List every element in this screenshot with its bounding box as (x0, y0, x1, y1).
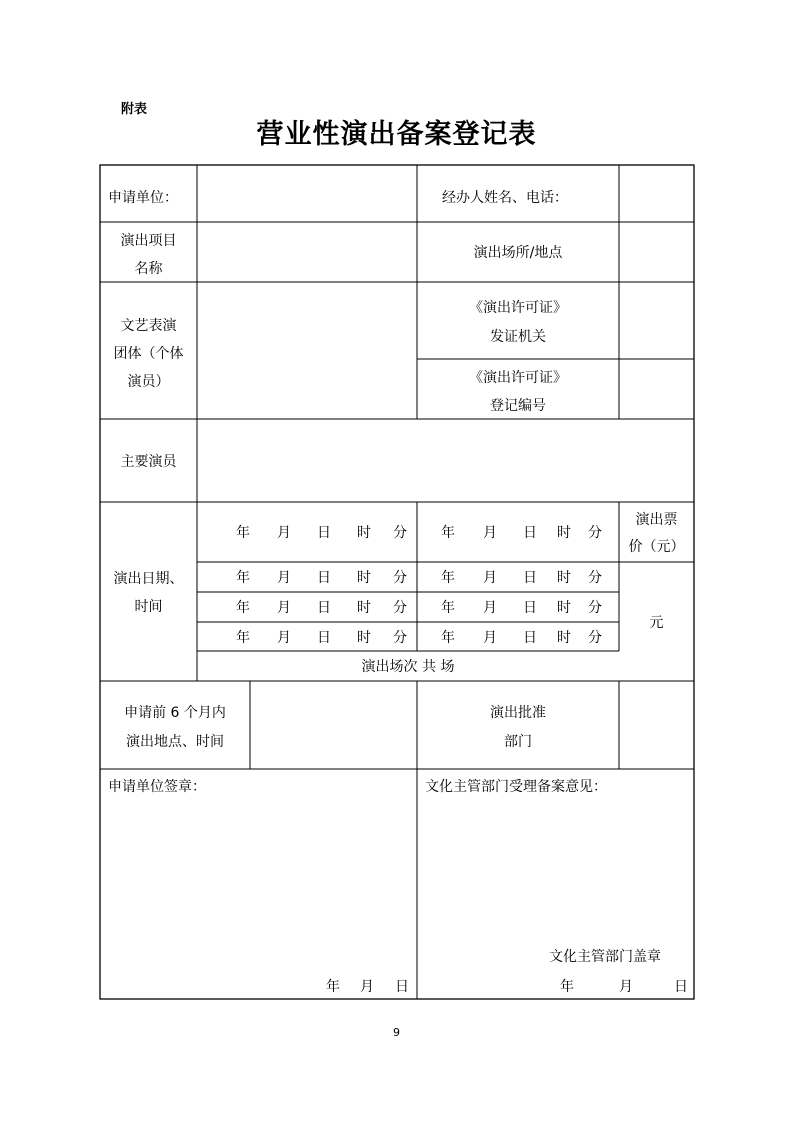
unit-sign-year: 年 (326, 979, 340, 995)
date-unit-start: 时 (357, 630, 371, 646)
unit-seal-label: 申请单位签章： (108, 779, 206, 795)
date-unit-end: 年 (441, 630, 455, 646)
handler-name-phone-label: 经办人姓名、电话： (442, 190, 568, 206)
date-unit-start: 分 (393, 570, 407, 586)
license-reg-label-line2: 登记编号 (490, 398, 546, 414)
date-unit-end: 分 (588, 600, 602, 616)
form-title: 营业性演出备案登记表 (256, 119, 537, 150)
date-unit-end: 月 (483, 630, 497, 646)
date-unit-end: 时 (557, 630, 571, 646)
sessions-label: 演出场次 共 场 (361, 659, 455, 675)
date-unit-end: 分 (588, 525, 602, 541)
date-unit-start: 年 (236, 630, 250, 646)
date-unit-end: 年 (441, 570, 455, 586)
license-issuer-label-line1: 《演出许可证》 (469, 300, 567, 316)
date-unit-end: 月 (483, 525, 497, 541)
date-unit-start: 年 (236, 600, 250, 616)
date-unit-end: 分 (588, 630, 602, 646)
date-unit-end: 月 (483, 570, 497, 586)
license-issuer-label-line2: 发证机关 (490, 329, 546, 345)
unit-sign-day: 日 (395, 979, 409, 995)
date-unit-end: 时 (557, 570, 571, 586)
prior-label-line1: 申请前 6 个月内 (124, 705, 226, 721)
date-unit-start: 月 (277, 525, 291, 541)
date-unit-start: 月 (277, 630, 291, 646)
dept-sign-day: 日 (674, 979, 688, 995)
main-performers-label: 主要演员 (120, 454, 177, 470)
date-unit-end: 日 (523, 630, 537, 646)
date-unit-end: 月 (483, 600, 497, 616)
troupe-label-line3: 演员） (127, 374, 170, 390)
date-unit-end: 日 (523, 600, 537, 616)
date-unit-end: 时 (557, 600, 571, 616)
show-name-label-line1: 演出项目 (120, 233, 177, 249)
page-number: 9 (393, 1026, 400, 1039)
approval-label-line1: 演出批准 (490, 705, 546, 721)
date-unit-start: 年 (236, 570, 250, 586)
venue-label: 演出场所/地点 (473, 245, 563, 261)
show-name-label-line2: 名称 (134, 261, 163, 277)
applicant-unit-label: 申请单位： (108, 190, 178, 206)
date-unit-start: 月 (277, 600, 291, 616)
date-unit-end: 年 (441, 600, 455, 616)
date-unit-start: 日 (317, 570, 331, 586)
date-time-label-line2: 时间 (134, 599, 163, 615)
ticket-price-label-line1: 演出票 (635, 512, 678, 528)
yuan-label: 元 (649, 615, 664, 631)
date-unit-end: 日 (523, 525, 537, 541)
dept-sign-year: 年 (560, 979, 574, 995)
date-unit-end: 日 (523, 570, 537, 586)
date-unit-start: 时 (357, 570, 371, 586)
prior-label-line2: 演出地点、时间 (126, 734, 224, 750)
dept-sign-month: 月 (619, 979, 633, 995)
attachment-label: 附表 (121, 102, 148, 117)
approval-label-line2: 部门 (504, 734, 532, 750)
date-unit-end: 年 (441, 525, 455, 541)
date-unit-start: 日 (317, 630, 331, 646)
date-unit-start: 日 (317, 525, 331, 541)
dept-seal-label: 文化主管部门盖章 (549, 949, 661, 965)
date-unit-end: 分 (588, 570, 602, 586)
date-unit-start: 分 (393, 600, 407, 616)
license-reg-label-line1: 《演出许可证》 (469, 370, 567, 386)
date-unit-start: 分 (393, 525, 407, 541)
date-time-label-line1: 演出日期、 (113, 571, 184, 587)
opinion-label: 文化主管部门受理备案意见： (425, 779, 607, 795)
date-unit-start: 时 (357, 525, 371, 541)
ticket-price-label-line2: 价（元） (628, 539, 685, 555)
date-unit-end: 时 (557, 525, 571, 541)
date-unit-start: 分 (393, 630, 407, 646)
date-unit-start: 时 (357, 600, 371, 616)
troupe-label-line2: 团体（个体 (113, 346, 184, 362)
date-unit-start: 年 (236, 525, 250, 541)
troupe-label-line1: 文艺表演 (120, 318, 177, 334)
unit-sign-month: 月 (360, 979, 374, 995)
date-unit-start: 月 (277, 570, 291, 586)
date-unit-start: 日 (317, 600, 331, 616)
